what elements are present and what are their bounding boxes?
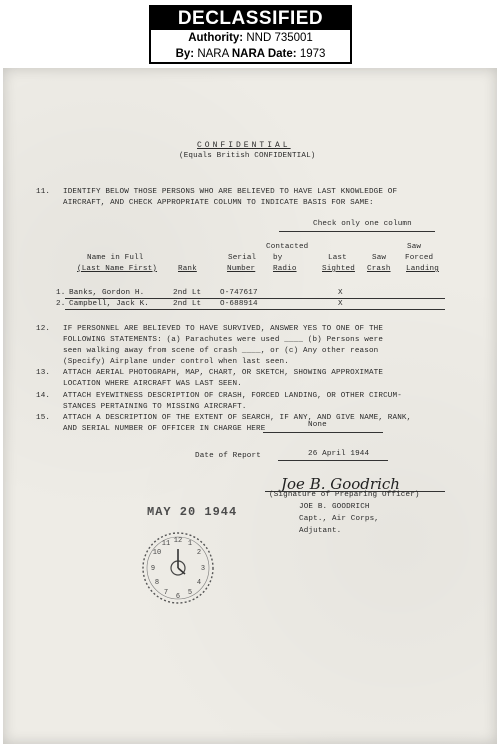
svg-text:10: 10 <box>152 549 162 557</box>
col-saw-forced-mid: Forced <box>405 254 434 262</box>
item-11-line-1: IDENTIFY BELOW THOSE PERSONS WHO ARE BELIEVED TO HAVE LAST KNOWLEDGE OF <box>63 188 398 196</box>
item-12-line-2: FOLLOWING STATEMENTS: (a) Parachutes were used ____ (b) Persons were <box>63 336 384 344</box>
document-page <box>3 68 497 744</box>
authority-value: NND 735001 <box>246 32 313 44</box>
classification-heading: CONFIDENTIAL <box>197 141 291 150</box>
svg-text:3: 3 <box>200 565 206 573</box>
col-name-bottom: (Last Name First) <box>77 265 158 273</box>
row-2-last-sighted-mark: X <box>338 300 343 308</box>
item-15-line-1: ATTACH A DESCRIPTION OF THE EXTENT OF SEARCH, IF ANY, AND GIVE NAME, RANK, <box>63 414 412 422</box>
officer-title: Adjutant. <box>299 527 342 535</box>
signature-caption: (Signature of Preparing Officer) <box>269 491 420 499</box>
date-of-report-rule <box>278 460 388 461</box>
row-1-rank: 2nd Lt <box>173 289 202 297</box>
svg-text:6: 6 <box>175 593 181 601</box>
row-1-number: 1. <box>56 289 66 297</box>
item-15-number: 15. <box>36 414 51 422</box>
svg-text:7: 7 <box>163 589 169 597</box>
item-11-number: 11. <box>36 188 51 196</box>
svg-text:1: 1 <box>187 540 193 548</box>
row-1-last-sighted-mark: X <box>338 289 343 297</box>
nara-date-value: 1973 <box>299 48 326 60</box>
date-of-report-value: 26 April 1944 <box>308 450 370 458</box>
item-12-line-4: (Specify) Airplane under control when last seen. <box>63 358 289 366</box>
row-1-rule <box>65 298 445 299</box>
svg-text:11: 11 <box>161 540 171 548</box>
svg-text:5: 5 <box>187 589 193 597</box>
col-contacted-top: Contacted <box>266 243 309 251</box>
row-2-serial: O-688914 <box>220 300 258 308</box>
nara-date-label: NARA Date: <box>231 48 297 60</box>
item-14-line-1: ATTACH EYEWITNESS DESCRIPTION OF CRASH, FORCED LANDING, OR OTHER CIRCUM- <box>63 392 402 400</box>
date-of-report-label: Date of Report <box>195 452 261 460</box>
by-value: NARA <box>197 48 229 60</box>
col-serial-top: Serial <box>228 254 257 262</box>
item-13-number: 13. <box>36 369 51 377</box>
row-2-rule <box>65 309 445 310</box>
row-1-serial: O-747617 <box>220 289 258 297</box>
officer-name: JOE B. GOODRICH <box>299 503 370 511</box>
svg-text:12: 12 <box>173 537 183 545</box>
col-saw-crash-bottom: Crash <box>367 265 391 273</box>
handwritten-signature: Joe B. Goodrich <box>281 475 400 493</box>
col-last-top: Last <box>328 254 347 262</box>
declassified-box <box>149 5 352 64</box>
item-11-line-2: AIRCRAFT, AND CHECK APPROPRIATE COLUMN TO INDICATE BASIS FOR SAME: <box>63 199 374 207</box>
col-name-top: Name in Full <box>87 254 144 262</box>
col-saw-forced-bottom: Landing <box>406 265 439 273</box>
item-14-line-2: STANCES PERTAINING TO MISSING AIRCRAFT. <box>63 403 247 411</box>
authority-line <box>151 30 350 46</box>
item-15-answer-rule <box>263 432 383 433</box>
received-date-stamp: MAY 20 1944 <box>147 505 238 519</box>
item-12-line-3: seen walking away from scene of crash ____, or (c) Any other reason <box>63 347 379 355</box>
svg-text:4: 4 <box>196 579 202 587</box>
item-14-number: 14. <box>36 392 51 400</box>
check-note-rule <box>279 231 435 232</box>
col-last-bottom: Sighted <box>322 265 355 273</box>
svg-text:9: 9 <box>150 565 156 573</box>
col-contacted-bottom: Radio <box>273 265 297 273</box>
row-1-name: Banks, Gordon H. <box>69 289 145 297</box>
by-label: By: <box>175 48 195 60</box>
row-2-number: 2. <box>56 300 66 308</box>
item-13-line-2: LOCATION WHERE AIRCRAFT WAS LAST SEEN. <box>63 380 242 388</box>
authority-label: Authority: <box>188 32 244 44</box>
item-12-number: 12. <box>36 325 51 333</box>
item-15-answer: None <box>308 421 327 429</box>
col-saw-forced-top: Saw <box>407 243 422 251</box>
row-2-rank: 2nd Lt <box>173 300 202 308</box>
item-12-line-1: IF PERSONNEL ARE BELIEVED TO HAVE SURVIVED, ANSWER YES TO ONE OF THE <box>63 325 384 333</box>
row-2-name: Campbell, Jack K. <box>69 300 150 308</box>
col-serial-bottom: Number <box>227 265 256 273</box>
svg-text:8: 8 <box>154 579 160 587</box>
clock-stamp-icon <box>139 529 217 607</box>
by-line <box>151 46 350 62</box>
col-saw-crash-top: Saw <box>372 254 387 262</box>
declassified-title: DECLASSIFIED <box>151 7 350 30</box>
item-15-line-2: AND SERIAL NUMBER OF OFFICER IN CHARGE HERE <box>63 425 266 433</box>
check-only-one-note: Check only one column <box>313 220 412 228</box>
col-rank: Rank <box>178 265 197 273</box>
classification-equiv: (Equals British CONFIDENTIAL) <box>179 152 316 160</box>
officer-rank: Capt., Air Corps, <box>299 515 380 523</box>
col-contacted-mid: by <box>273 254 283 262</box>
svg-text:2: 2 <box>196 549 202 557</box>
item-13-line-1: ATTACH AERIAL PHOTOGRAPH, MAP, CHART, OR SKETCH, SHOWING APPROXIMATE <box>63 369 384 377</box>
